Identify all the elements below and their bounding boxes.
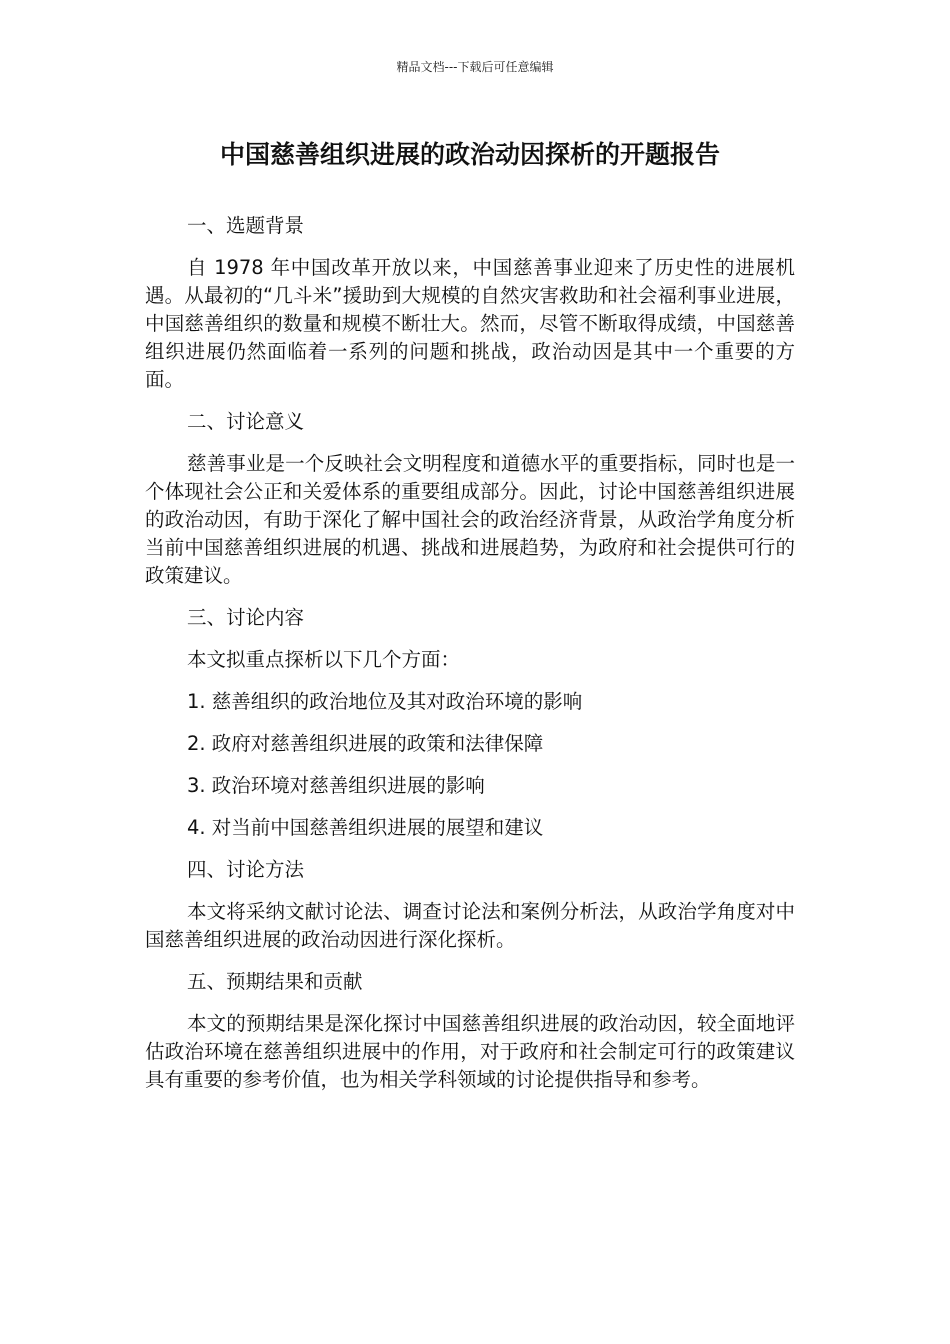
list-item-3: 3. 政治环境对慈善组织进展的影响 (187, 774, 485, 797)
list-item-4: 4. 对当前中国慈善组织进展的展望和建议 (187, 816, 544, 839)
list-item-2: 2. 政府对慈善组织进展的政策和法律保障 (187, 732, 544, 755)
paragraph-results: 本文的预期结果是深化探讨中国慈善组织进展的政治动因，较全面地评估政治环境在慈善组织进展中的作用，对于政府和社会制定可行的政策建议具有重要的参考价值，也为相关学科领域的讨论提供指导和参考。 (145, 1012, 795, 1091)
paragraph-methods: 本文将采纳文献讨论法、调查讨论法和案例分析法，从政治学角度对中国慈善组织进展的政治动因进行深化探析。 (145, 900, 795, 951)
list-item-1: 1. 慈善组织的政治地位及其对政治环境的影响 (187, 690, 583, 713)
section-heading-content: 三、讨论内容 (187, 606, 305, 629)
paragraph-significance: 慈善事业是一个反映社会文明程度和道德水平的重要指标，同时也是一个体现社会公正和关爱体系的重要组成部分。因此，讨论中国慈善组织进展的政治动因，有助于深化了解中国社会的政治经济背景，从政治学角度分析当前中国慈善组织进展的机遇、挑战和进展趋势，为政府和社会提供可行的政策建议。 (145, 452, 795, 587)
section-heading-results: 五、预期结果和贡献 (187, 970, 363, 993)
section-heading-significance: 二、讨论意义 (187, 410, 305, 433)
page-header: 精品文档---下载后可任意编辑 (396, 60, 554, 74)
section-heading-background: 一、选题背景 (187, 214, 305, 237)
document-body (145, 138, 795, 1108)
document-title: 中国慈善组织进展的政治动因探析的开题报告 (219, 140, 720, 169)
paragraph-content-intro: 本文拟重点探析以下几个方面： (187, 648, 461, 671)
section-heading-methods: 四、讨论方法 (187, 858, 305, 881)
paragraph-background: 自 1978 年中国改革开放以来，中国慈善事业迎来了历史性的进展机遇。从最初的“几斗米”援助到大规模的自然灾害救助和社会福利事业进展，中国慈善组织的数量和规模不断壮大。然而，尽管不断取得成绩，中国慈善组织进展仍然面临着一系列的问题和挑战，政治动因是其中一个重要的方面。 (145, 256, 795, 391)
